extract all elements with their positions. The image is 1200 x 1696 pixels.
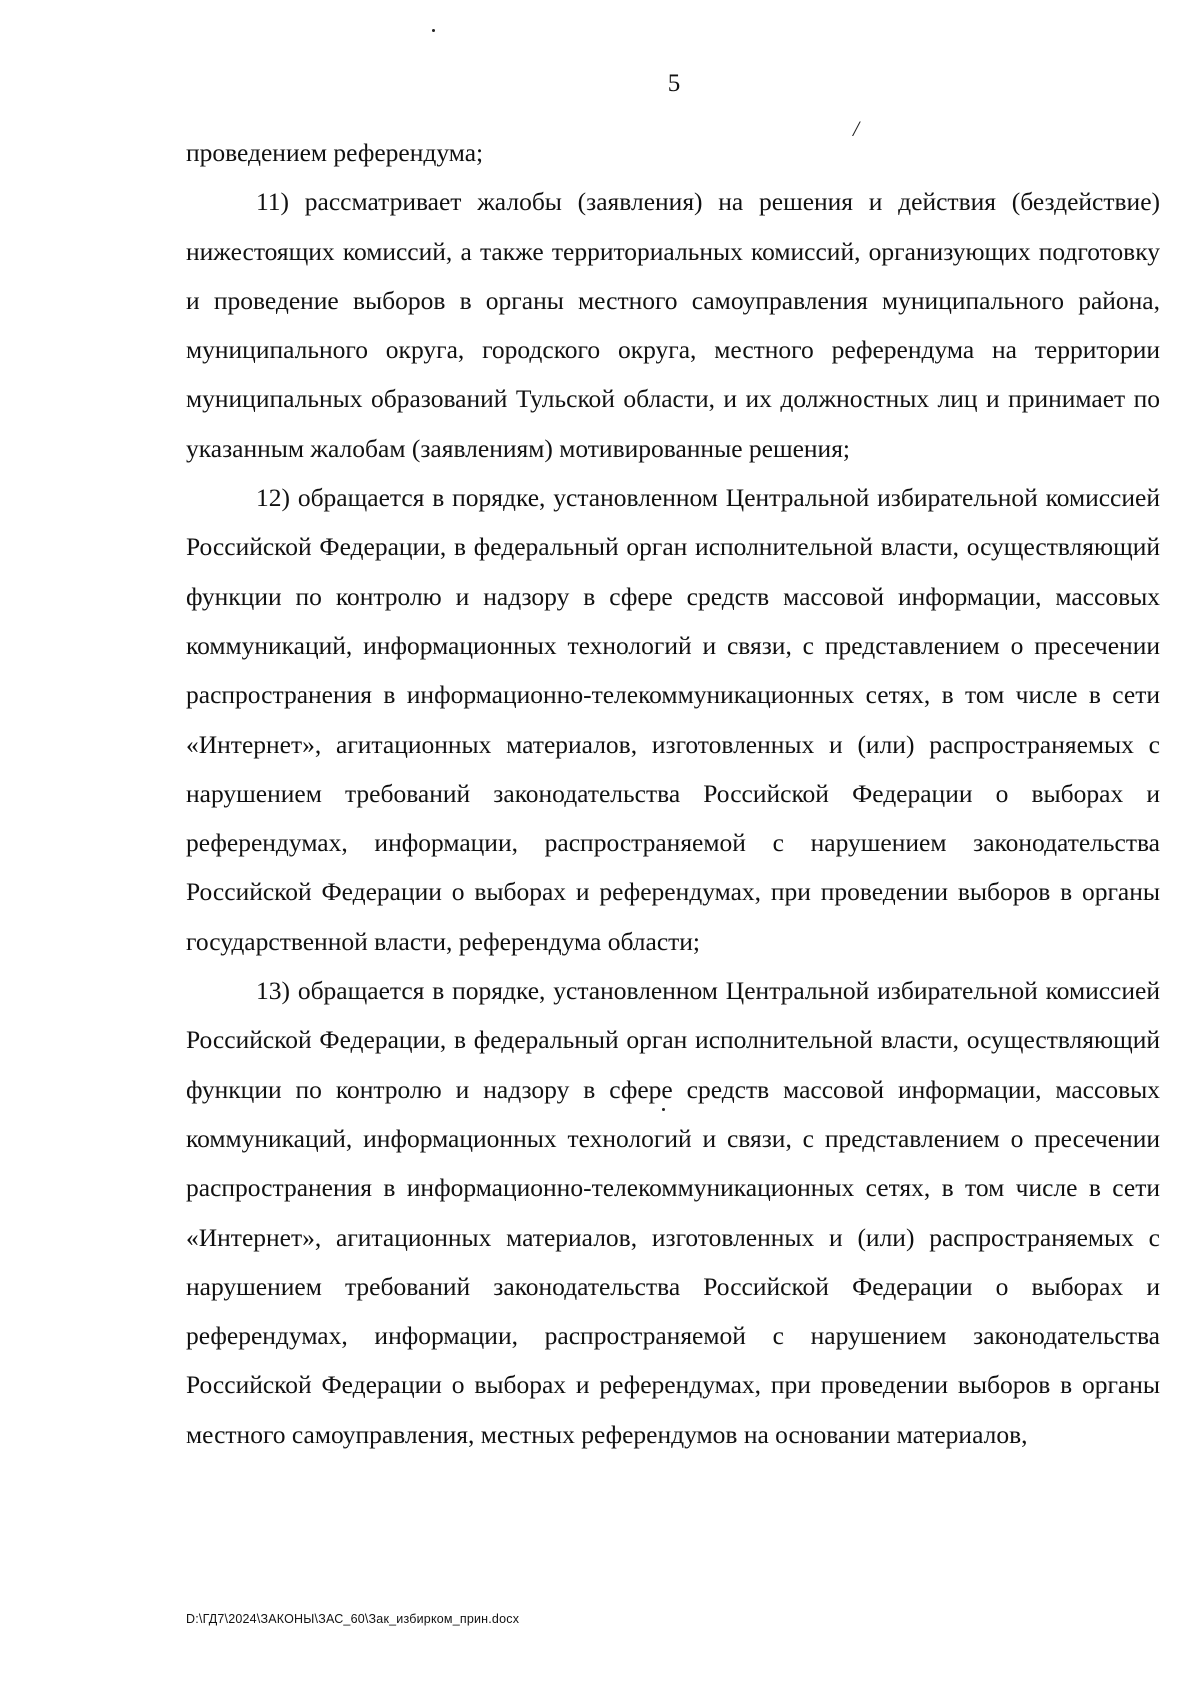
scan-speck xyxy=(662,1108,665,1111)
document-body xyxy=(186,128,1160,1459)
paragraph-item-12: 12) обращается в порядке, установленном Центральной избирательной комиссией Российской Федерации, в федеральный орган исполнительной власти, осуществляющий функции по контролю и надзору в сфере средств массовой информации, массовых коммуникаций, информационных технологий и связи, с представлением о пресечении распространения в информационно-телекоммуникационных сетях, в том числе в сети «Интернет», агитационных материалов, изготовленных и (или) распространяемых с нарушением требований законодательства Российской Федерации о выборах и референдумах, информации, распространяемой с нарушением законодательства Российской Федерации о выборах и референдумах, при проведении выборов в органы государственной власти, референдума области; xyxy=(186,483,1160,956)
paragraph-item-13: 13) обращается в порядке, установленном Центральной избирательной комиссией Российской Федерации, в федеральный орган исполнительной власти, осуществляющий функции по контролю и надзору в сфере средств массовой информации, массовых коммуникаций, информационных технологий и связи, с представлением о пресечении распространения в информационно-телекоммуникационных сетях, в том числе в сети «Интернет», агитационных материалов, изготовленных и (или) распространяемых с нарушением требований законодательства Российской Федерации о выборах и референдумах, информации, распространяемой с нарушением законодательства Российской Федерации о выборах и референдумах, при проведении выборов в органы местного самоуправления, местных референдумов на основании материалов, xyxy=(186,976,1160,1449)
page-number: 5 xyxy=(667,70,681,97)
paragraph-item-11: 11) рассматривает жалобы (заявления) на решения и действия (бездействие) нижестоящих комиссий, а также территориальных комиссий, организующих подготовку и проведение выборов в органы местного самоуправления муниципального района, муниципального округа, городского округа, местного референдума на территории муниципальных образований Тульской области, и их должностных лиц и принимает по указанным жалобам (заявлениям) мотивированные решения; xyxy=(186,187,1160,463)
footer-file-path: D:\ГД7\2024\ЗАКОНЫ\ЗАС_60\Зак_избирком_прин.docx xyxy=(186,1612,520,1626)
paragraph-continuation: проведением референдума; xyxy=(186,138,484,167)
handwritten-mark: / xyxy=(853,116,860,141)
scan-speck xyxy=(432,29,435,32)
